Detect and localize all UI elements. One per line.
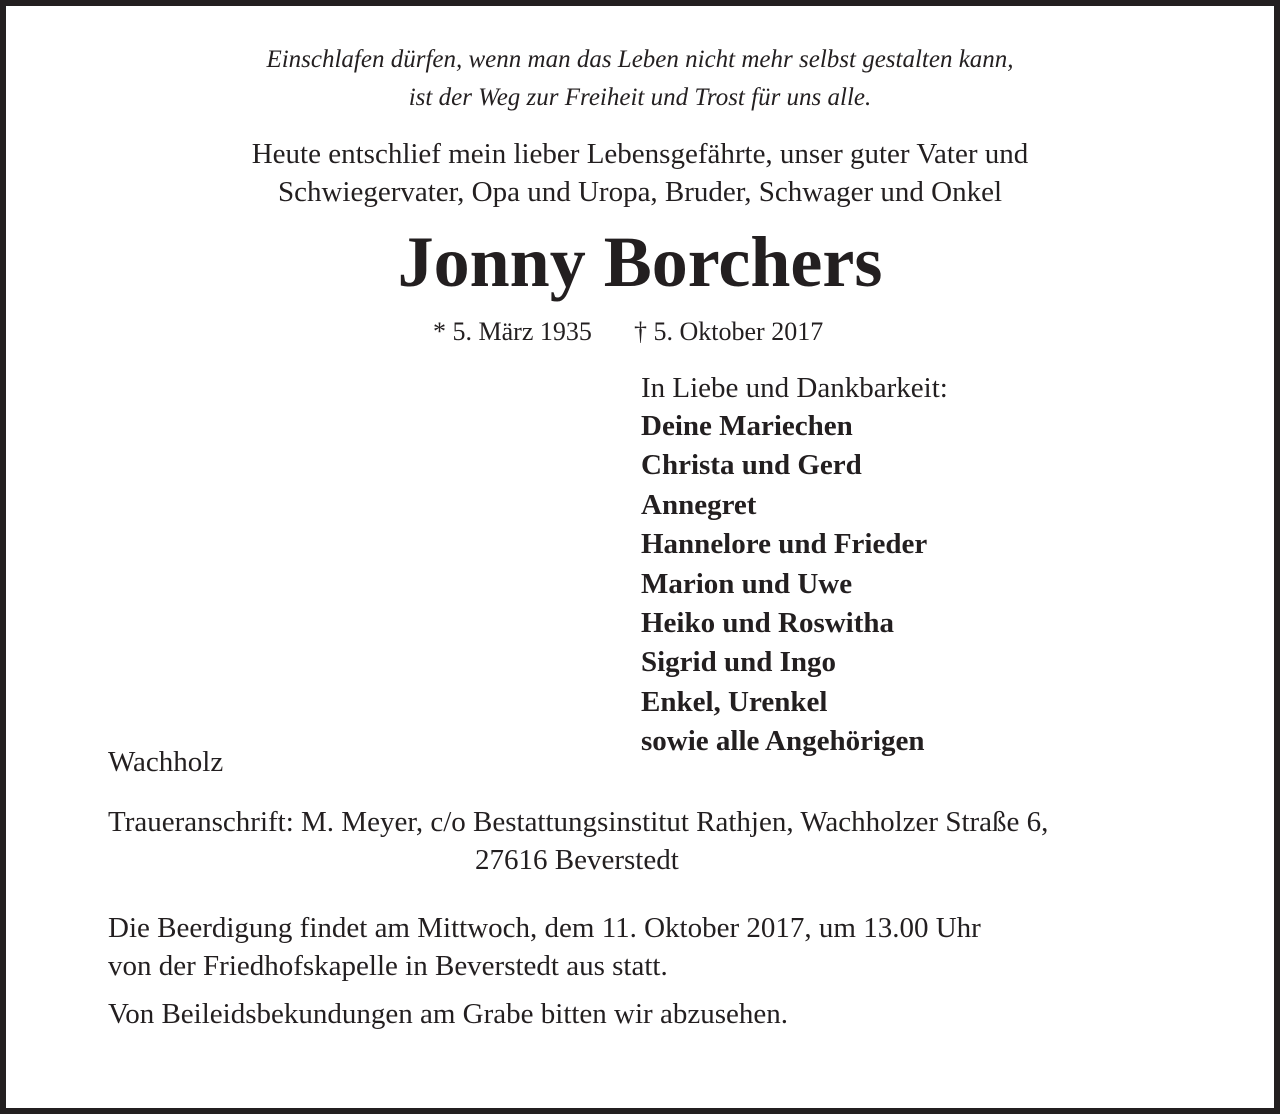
place-name: Wachholz bbox=[108, 746, 224, 778]
mourner-name: Deine Mariechen bbox=[641, 410, 853, 442]
motto-line-1: Einschlafen dürfen, wenn man das Leben nicht mehr selbst gestalten kann, bbox=[266, 46, 1014, 73]
motto-line-2: ist der Weg zur Freiheit und Trost für uns alle. bbox=[408, 84, 872, 111]
mourner-name: Hannelore und Frieder bbox=[641, 528, 928, 561]
mourner-name: sowie alle Angehörigen bbox=[641, 725, 925, 758]
death-date: † 5. Oktober 2017 bbox=[634, 317, 824, 346]
funeral-line-1: Die Beerdigung findet am Mittwoch, dem 11. Oktober 2017, um 13.00 Uhr bbox=[108, 912, 981, 944]
birth-date: * 5. März 1935 bbox=[433, 317, 592, 346]
mourners-intro: In Liebe und Dankbarkeit: bbox=[641, 372, 948, 404]
mourner-name: Sigrid und Ingo bbox=[641, 646, 837, 679]
funeral-line-2: von der Friedhofskapelle in Beverstedt aus statt. bbox=[108, 950, 668, 982]
address-line-1: Traueranschrift: M. Meyer, c/o Bestattungsinstitut Rathjen, Wachholzer Straße 6, bbox=[108, 806, 1049, 838]
deceased-name: Jonny Borchers bbox=[397, 222, 883, 302]
mourner-name: Enkel, Urenkel bbox=[641, 685, 828, 718]
mourner-name: Christa und Gerd bbox=[641, 449, 862, 482]
intro-line-1: Heute entschlief mein lieber Lebensgefährte, unser guter Vater und bbox=[251, 138, 1029, 170]
condolence-note: Von Beileidsbekundungen am Grabe bitten wir abzusehen. bbox=[108, 998, 788, 1030]
mourner-name: Heiko und Roswitha bbox=[641, 606, 895, 639]
address-line-2: 27616 Beverstedt bbox=[475, 844, 679, 876]
mourner-name: Marion und Uwe bbox=[641, 567, 853, 600]
intro-line-2: Schwiegervater, Opa und Uropa, Bruder, Schwager und Onkel bbox=[277, 176, 1003, 208]
mourner-name: Annegret bbox=[641, 488, 757, 521]
mourners-list bbox=[641, 407, 927, 762]
